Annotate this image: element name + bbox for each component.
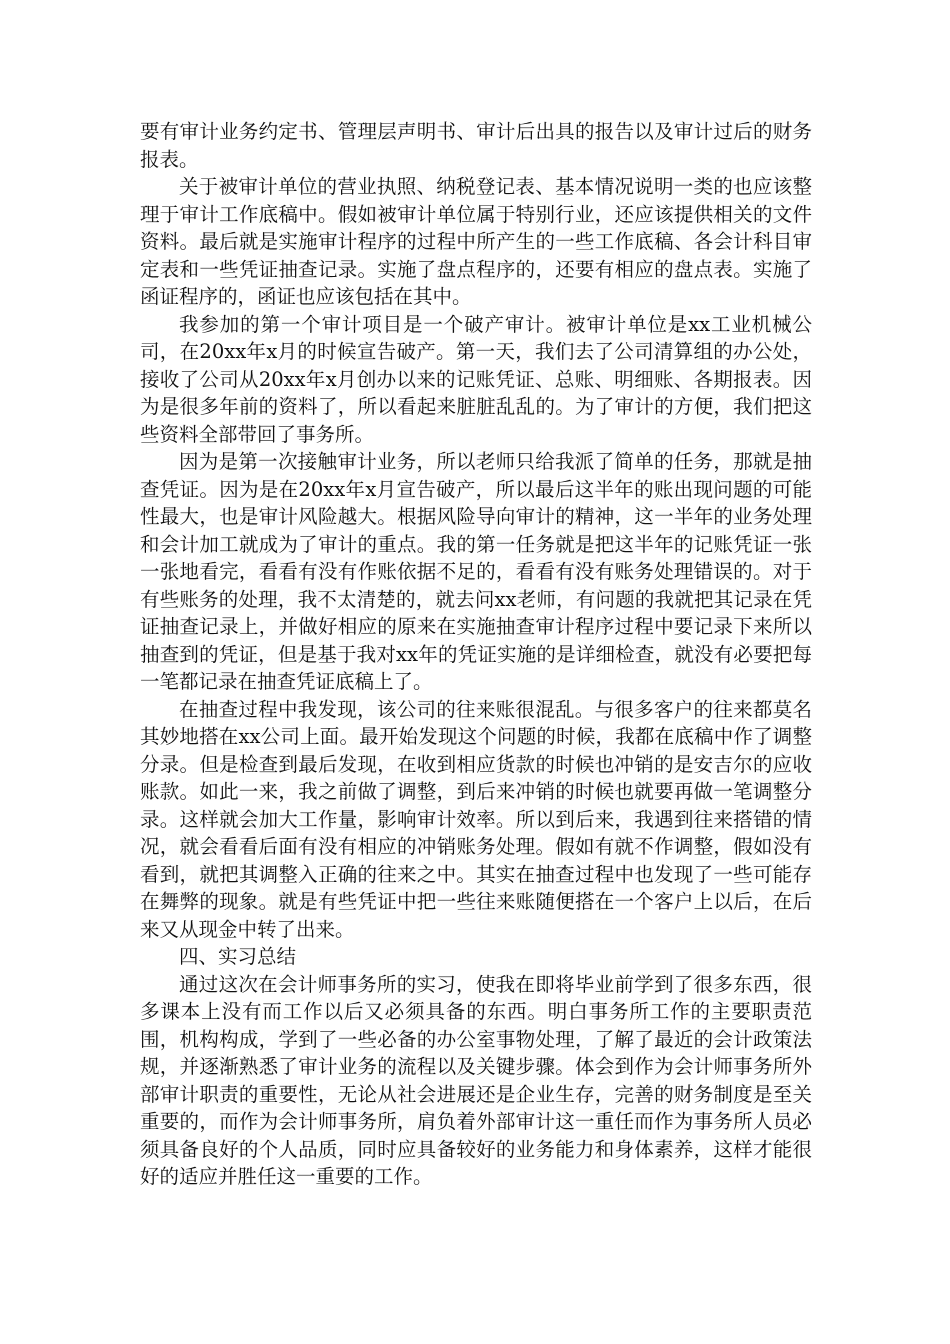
paragraph-5: 在抽查过程中我发现，该公司的往来账很混乱。与很多客户的往来都莫名其妙地搭在xx公司上面。最开始发现这个问题的时候，我都在底稿中作了调整分录。但是检查到最后发现，在收到相应货款的时候也冲销的是安吉尔的应收账款。如此一来，我之前做了调整，到后来冲销的时候也就要再做一笔调整分录。这样就会加大工作量，影响审计效率。所以到后来，我遇到往来搭错的情况，就会看看后面有没有相应的冲销账务处理。假如有就不作调整，假如没有看到，就把其调整入正确的往来之中。其实在抽查过程中也发现了一些可能存在舞弊的现象。就是有些凭证中把一些往来账随便搭在一个客户上以后，在后来又从现金中转了出来。: [140, 697, 812, 941]
paragraph-1: 要有审计业务约定书、管理层声明书、审计后出具的报告以及审计过后的财务报表。: [140, 120, 812, 171]
paragraph-2: 关于被审计单位的营业执照、纳税登记表、基本情况说明一类的也应该整理于审计工作底稿中。假如被审计单位属于特别行业，还应该提供相关的文件资料。最后就是实施审计程序的过程中所产生的一些工作底稿、各会计科目审定表和一些凭证抽查记录。实施了盘点程序的，还要有相应的盘点表。实施了函证程序的，函证也应该包括在其中。: [140, 175, 812, 308]
section-heading: 四、实习总结: [179, 945, 297, 968]
paragraph-3: 我参加的第一个审计项目是一个破产审计。被审计单位是xx工业机械公司，在20xx年x月的时候宣告破产。第一天，我们去了公司清算组的办公处，接收了公司从20xx年x月创办以来的记账凭证、总账、明细账、各期报表。因为是很多年前的资料了，所以看起来脏脏乱乱的。为了审计的方便，我们把这些资料全部带回了事务所。: [140, 312, 812, 446]
document-page: [140, 118, 812, 1191]
paragraph-6: 通过这次在会计师事务所的实习，使我在即将毕业前学到了很多东西，很多课本上没有而工作以后又必须具备的东西。明白事务所工作的主要职责范围，机构构成，学到了一些必备的办公室事物处理，了解了最近的会计政策法规，并逐渐熟悉了审计业务的流程以及关键步骤。体会到作为会计师事务所外部审计职责的重要性，无论从社会进展还是企业生存，完善的财务制度是至关重要的，而作为会计师事务所，肩负着外部审计这一重任而作为事务所人员必须具备良好的个人品质，同时应具备较好的业务能力和身体素养，这样才能很好的适应并胜任这一重要的工作。: [140, 972, 812, 1188]
paragraph-4: 因为是第一次接触审计业务，所以老师只给我派了简单的任务，那就是抽查凭证。因为是在20xx年x月宣告破产，所以最后这半年的账出现问题的可能性最大，也是审计风险越大。根据风险导向审计的精神，这一半年的业务处理和会计加工就成为了审计的重点。我的第一任务就是把这半年的记账凭证一张一张地看完，看看有没有作账依据不足的，看看有没有账务处理错误的。对于有些账务的处理，我不太清楚的，就去问xx老师，有问题的我就把其记录在凭证抽查记录上，并做好相应的原来在实施抽查审计程序过程中要记录下来所以抽查到的凭证，但是基于我对xx年的凭证实施的是详细检查，就没有必要把每一笔都记录在抽查凭证底稿上了。: [140, 450, 812, 693]
